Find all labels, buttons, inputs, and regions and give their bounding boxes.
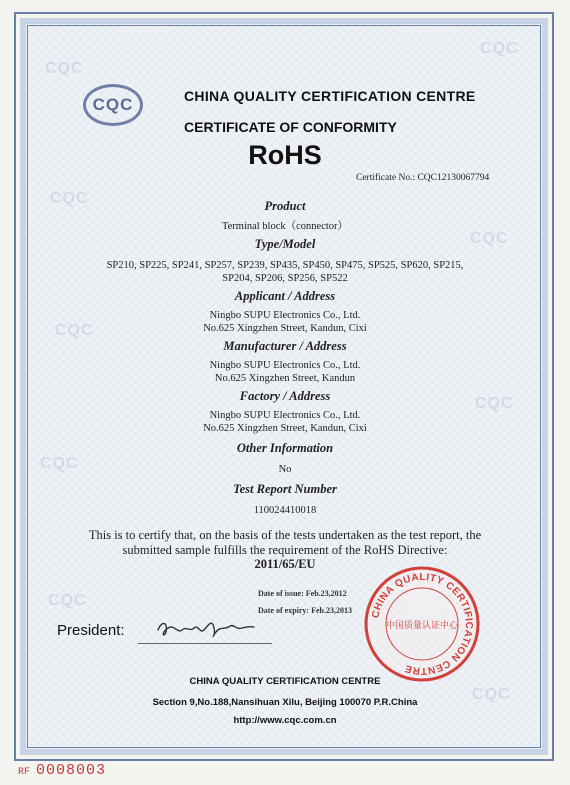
applicant-line-2: No.625 Xingzhen Street, Kandun, Cixi bbox=[203, 323, 367, 334]
watermark: CQC bbox=[55, 322, 94, 339]
certificate-title: CERTIFICATE OF CONFORMITY bbox=[184, 119, 397, 135]
type-label: Type/Model bbox=[254, 237, 316, 251]
date-of-expiry: Date of expiry: Feb.23,2013 bbox=[258, 606, 352, 615]
standard-title: RoHS bbox=[248, 140, 322, 170]
watermark: CQC bbox=[48, 592, 87, 609]
type-line-1: SP210, SP225, SP241, SP257, SP239, SP435, SP450, SP475, SP525, SP620, SP215, bbox=[106, 260, 464, 271]
product-label: Product bbox=[264, 199, 306, 213]
manufacturer-line-1: Ningbo SUPU Electronics Co., Ltd. bbox=[209, 360, 361, 371]
factory-line-1: Ningbo SUPU Electronics Co., Ltd. bbox=[209, 410, 361, 421]
watermark: CQC bbox=[45, 60, 84, 77]
manufacturer-line-2: No.625 Xingzhen Street, Kandun bbox=[214, 373, 356, 384]
type-line-2: SP204, SP206, SP256, SP522 bbox=[222, 273, 348, 284]
seal-text-en: CHINA QUALITY CERTIFICATION CENTRE bbox=[370, 571, 475, 677]
applicant-line-1: Ningbo SUPU Electronics Co., Ltd. bbox=[209, 310, 361, 321]
watermark: CQC bbox=[470, 230, 509, 247]
serial-number bbox=[18, 761, 106, 779]
footer-address: Section 9,No.188,Nansihuan Xilu, Beijing 100070 P.R.China bbox=[152, 697, 418, 708]
product-value: Terminal block（connector） bbox=[221, 221, 349, 232]
logo-text: CQC bbox=[92, 95, 134, 114]
statement-line-1: This is to certify that, on the basis of the tests undertaken as the test report, the bbox=[88, 528, 482, 542]
watermark: CQC bbox=[475, 395, 514, 412]
official-seal bbox=[363, 565, 481, 683]
president-label: President: bbox=[57, 622, 125, 639]
signature-mark bbox=[150, 612, 260, 644]
seal-text-cn: 中国质量认证中心 bbox=[385, 621, 459, 631]
test-report-value: 110024410018 bbox=[253, 505, 317, 516]
watermark: CQC bbox=[40, 455, 79, 472]
applicant-label: Applicant / Address bbox=[234, 289, 336, 303]
certificate-number: Certificate No.: CQC12130067794 bbox=[356, 173, 490, 183]
footer-org: CHINA QUALITY CERTIFICATION CENTRE bbox=[189, 676, 381, 687]
directive: 2011/65/EU bbox=[254, 557, 316, 571]
manufacturer-label: Manufacturer / Address bbox=[223, 339, 347, 353]
watermark: CQC bbox=[472, 686, 511, 703]
other-info-label: Other Information bbox=[236, 441, 334, 455]
org-name: CHINA QUALITY CERTIFICATION CENTRE bbox=[184, 88, 476, 104]
signature-line bbox=[138, 643, 272, 644]
footer-url: http://www.cqc.com.cn bbox=[233, 715, 337, 726]
serial-prefix: RF bbox=[18, 767, 31, 778]
watermark: CQC bbox=[50, 190, 89, 207]
statement-line-2: submitted sample fulfills the requirement of the RoHS Directive: bbox=[122, 543, 448, 557]
factory-line-2: No.625 Xingzhen Street, Kandun, Cixi bbox=[203, 423, 367, 434]
factory-label: Factory / Address bbox=[239, 389, 331, 403]
cqc-logo bbox=[83, 84, 143, 126]
date-of-issue: Date of issue: Feb.23,2012 bbox=[258, 589, 347, 598]
watermark: CQC bbox=[480, 40, 519, 57]
serial-value: 0008003 bbox=[36, 762, 107, 779]
other-info-value: No bbox=[278, 464, 292, 475]
test-report-label: Test Report Number bbox=[233, 482, 337, 496]
